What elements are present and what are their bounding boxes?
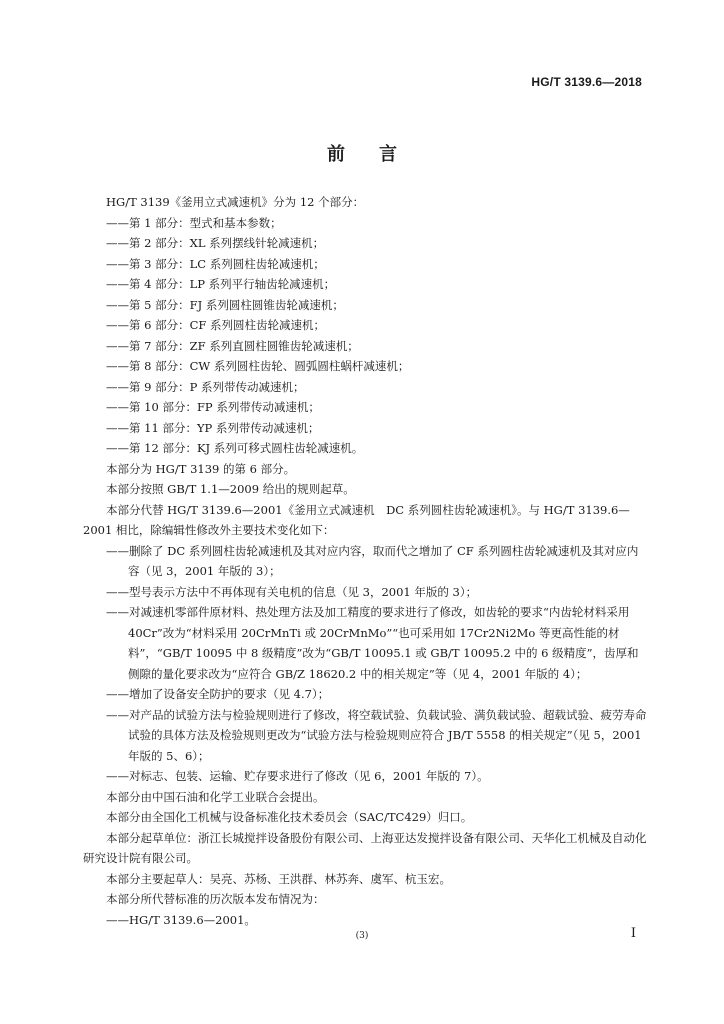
list-item: ——对产品的试验方法与检验规则进行了修改，将空载试验、负载试验、满负载试验、超载试验、疲劳寿命试验的具体方法及检验规则更改为“试验方法与检验规则应符合 JB/T 5558 的相关规定”（见 5，2001 年版的 5、6）； — [106, 707, 647, 763]
drafters: 本部分主要起草人：吴亮、苏杨、王洪群、林苏奔、虞军、杭玉宏。 — [106, 871, 451, 886]
list-item: ——第 12 部分：KJ 系列可移式圆柱齿轮减速机。 — [106, 441, 364, 455]
list-item: ——对标志、包装、运输、贮存要求进行了修改（见 6，2001 年版的 7）。 — [106, 769, 489, 783]
history-intro: 本部分所代替标准的历次版本发布情况为： — [106, 892, 325, 906]
proposed-by: 本部分由中国石油和化学工业联合会提出。 — [106, 789, 325, 804]
list-item: ——第 11 部分：YP 系列带传动减速机； — [106, 420, 320, 435]
list-item: ——增加了设备安全防护的要求（见 4.7）； — [106, 687, 330, 701]
list-item: ——第 6 部分：CF 系列圆柱齿轮减速机； — [106, 318, 326, 332]
list-item: ——第 2 部分：XL 系列摆线针轮减速机； — [106, 236, 325, 250]
replaces-statement: 本部分代替 HG/T 3139.6—2001《釜用立式减速机 DC 系列圆柱齿轮减速机》。与 HG/T 3139.6—2001 相比，除编辑性修改外主要技术变化如下： — [83, 502, 630, 537]
intro-paragraph: HG/T 3139《釜用立式减速机》分为 12 个部分： — [106, 195, 365, 209]
list-item: ——第 10 部分：FP 系列带传动减速机； — [106, 400, 320, 414]
list-item: ——删除了 DC 系列圆柱齿轮减速机及其对应内容，取而代之增加了 CF 系列圆柱齿轮减速机及其对应内容（见 3，2001 年版的 3）； — [106, 543, 639, 578]
list-item: ——第 4 部分：LP 系列平行轴齿轮减速机； — [106, 277, 336, 291]
list-item: ——第 3 部分：LC 系列圆柱齿轮减速机； — [106, 256, 325, 271]
list-item: ——型号表示方法中不再体现有关电机的信息（见 3，2001 年版的 3）； — [106, 584, 478, 599]
drafting-units: 本部分起草单位：浙江长城搅拌设备股份有限公司、上海亚达发搅拌设备有限公司、天华化工机械及自动化研究设计院有限公司。 — [83, 830, 647, 865]
page-title: 前言 — [327, 144, 431, 165]
part-of-statement: 本部分为 HG/T 3139 的第 6 部分。 — [106, 461, 296, 476]
list-item: ——第 7 部分：ZF 系列直圆柱圆锥齿轮减速机； — [106, 338, 359, 353]
foreword-body — [83, 192, 647, 930]
list-item: ——第 8 部分：CW 系列圆柱齿轮、圆弧圆柱蜗杆减速机； — [106, 359, 410, 373]
list-item: ——第 5 部分：FJ 系列圆柱圆锥齿轮减速机； — [106, 297, 344, 312]
changes-list — [83, 541, 647, 787]
list-item: ——第 9 部分：P 系列带传动减速机； — [106, 379, 305, 394]
list-item: ——对减速机零部件原材料、热处理方法及加工精度的要求进行了修改，如齿轮的要求“内齿轮材料采用 40Cr”改为“材料采用 20CrMnTi 或 20CrMnMo”“也可采用如 17Cr2Ni2Mo 等更高性能的材料”，“GB/T 10095 中 8 级精度”改为“GB/T 10095.1 或 GB/T 10095.2 中的 6 级精度”，齿厚和侧隙的量化要求改为“应符合 GB/Z 18620.2 中的相关规定”等（见 4，2001 年版的 4）； — [106, 605, 639, 681]
standard-number: HG/T 3139.6—2018 — [531, 75, 642, 89]
managed-by: 本部分由全国化工机械与设备标准化技术委员会（SAC/TC429）归口。 — [106, 810, 473, 824]
page-code: (3) — [355, 931, 369, 941]
history-item: ——HG/T 3139.6—2001。 — [106, 912, 256, 927]
list-item: ——第 1 部分：型式和基本参数； — [106, 215, 282, 230]
drafting-rules-statement: 本部分按照 GB/T 1.1—2009 给出的规则起草。 — [106, 482, 355, 496]
page-number: I — [630, 926, 636, 941]
parts-list — [83, 213, 647, 459]
